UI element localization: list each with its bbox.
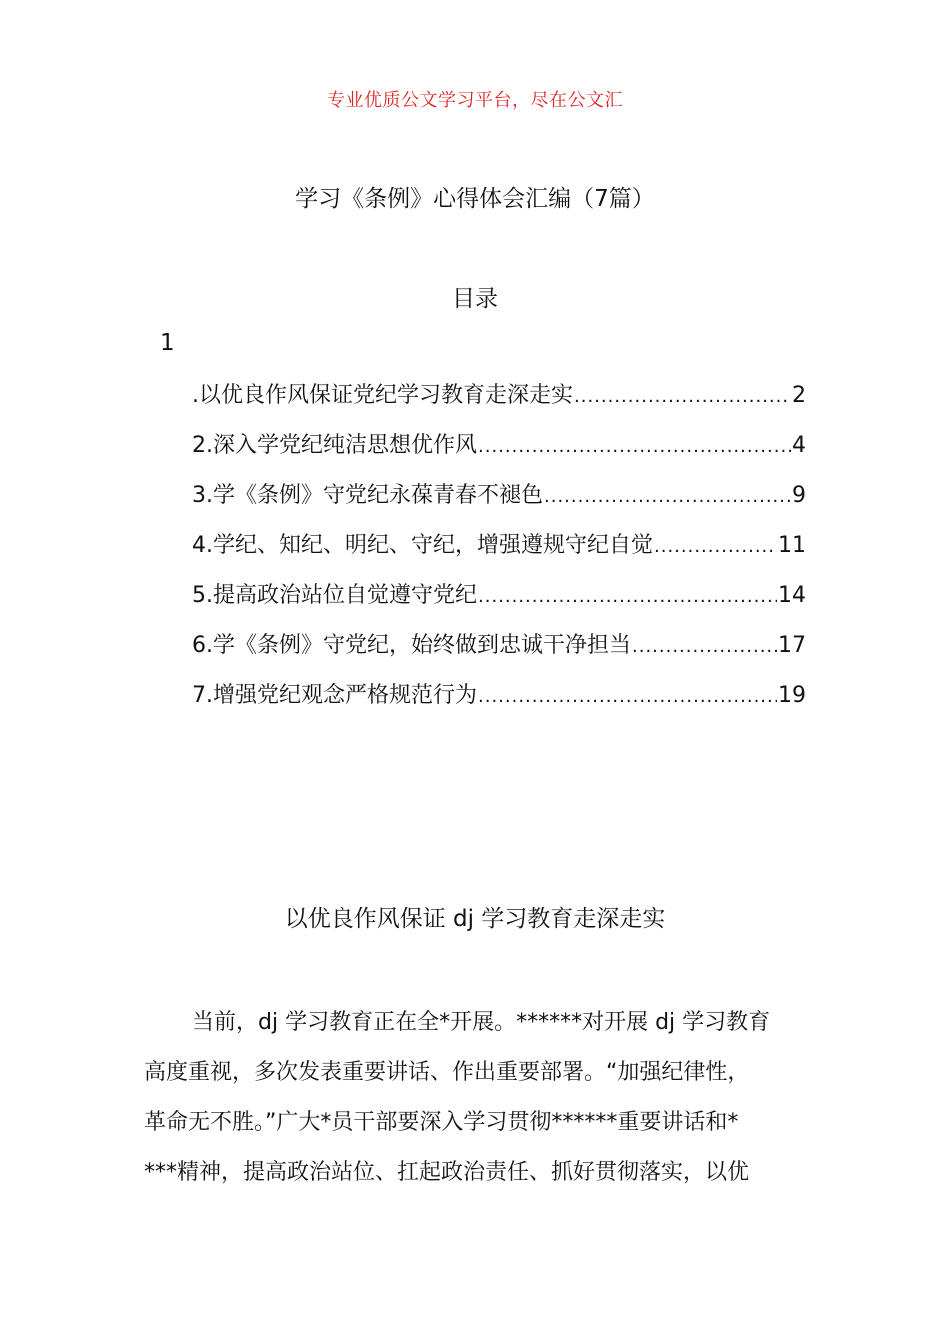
toc-dot-leader <box>478 436 791 457</box>
toc-entry-page: 14 <box>778 583 806 608</box>
toc-entry-label: 3.学《条例》守党纪永葆青春不褪色 <box>192 483 543 508</box>
toc-entry[interactable] <box>192 578 806 628</box>
toc-entry-page: 2 <box>792 383 806 408</box>
body-line: ***精神，提高政治站位、扛起政治责任、抓好贯彻落实，以优 <box>144 1160 750 1185</box>
toc-entry-label: .以优良作风保证党纪学习教育走深走实 <box>192 383 573 408</box>
toc-entry-label: 2.深入学党纪纯洁思想优作风 <box>192 433 477 458</box>
toc-first-number: 1 <box>160 330 175 356</box>
toc-entry[interactable] <box>192 628 806 678</box>
toc-dot-leader <box>632 636 777 657</box>
toc-entry[interactable] <box>192 678 806 728</box>
toc-entry-label: 6.学《条例》守党纪，始终做到忠诚干净担当 <box>192 633 631 658</box>
article-title: 以优良作风保证 dj 学习教育走深走实 <box>284 906 666 932</box>
body-line: 高度重视，多次发表重要讲话、作出重要部署。“加强纪律性， <box>144 1060 750 1085</box>
body-line: 当前，dj 学习教育正在全*开展。******对开展 dj 学习教育 <box>192 1010 771 1035</box>
toc-dot-leader <box>574 386 791 407</box>
platform-banner: 专业优质公文学习平台，尽在公文汇 <box>327 90 623 111</box>
toc-entry[interactable] <box>192 478 806 528</box>
toc-entry-page: 9 <box>792 483 806 508</box>
toc-entry-page: 17 <box>778 633 806 658</box>
toc-entry[interactable] <box>192 428 806 478</box>
toc-entry-page: 4 <box>792 433 806 458</box>
toc-heading: 目录 <box>452 286 498 312</box>
toc-entry-page: 11 <box>778 533 806 558</box>
toc-entry-label: 7.增强党纪观念严格规范行为 <box>192 683 477 708</box>
toc-entry-label: 4.学纪、知纪、明纪、守纪，增强遵规守纪自觉 <box>192 533 653 558</box>
document-title: 学习《条例》心得体会汇编（7篇） <box>295 186 655 212</box>
toc-entry-page: 19 <box>778 683 806 708</box>
toc-entry[interactable] <box>192 378 806 428</box>
toc-dot-leader <box>654 536 777 557</box>
body-line: 革命无不胜。”广大*员干部要深入学习贯彻******重要讲话和* <box>144 1110 739 1135</box>
toc-dot-leader <box>478 586 777 607</box>
toc-entry-label: 5.提高政治站位自觉遵守党纪 <box>192 583 477 608</box>
article-body <box>144 998 834 1198</box>
toc-dot-leader <box>478 686 777 707</box>
toc-entry[interactable] <box>192 528 806 578</box>
table-of-contents <box>192 378 806 728</box>
toc-dot-leader <box>544 486 791 507</box>
